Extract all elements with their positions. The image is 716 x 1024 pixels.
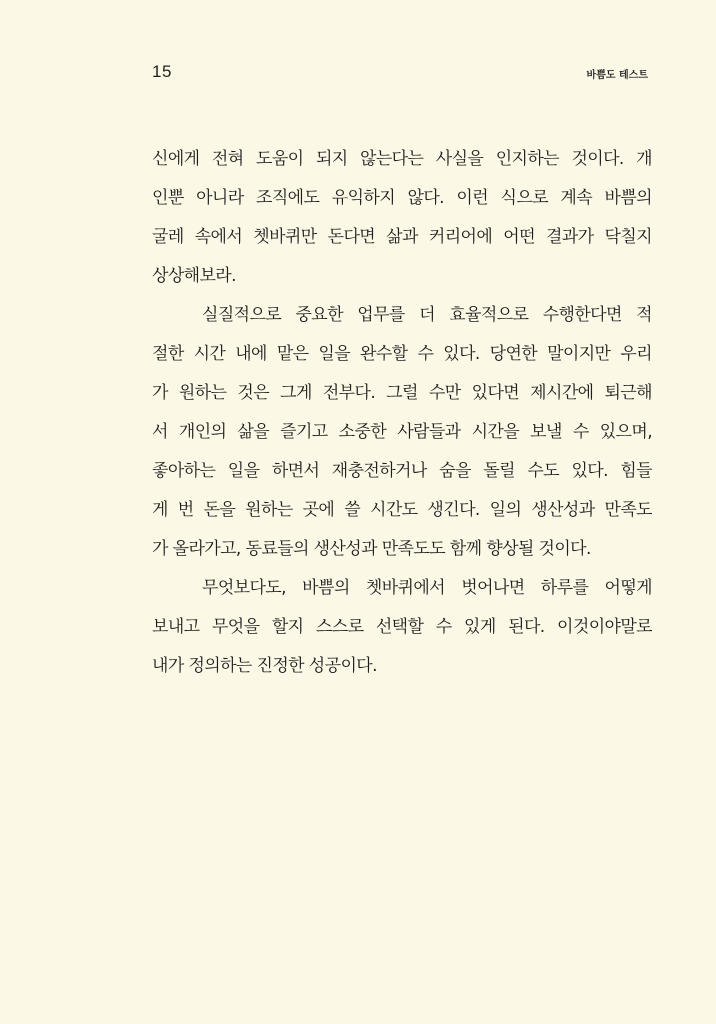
text-line: 신에게 전혀 도움이 되지 않는다는 사실을 인지하는 것이다. 개 bbox=[152, 149, 652, 169]
page-number: 15 bbox=[152, 62, 172, 81]
text-line: 서 개인의 삶을 즐기고 소중한 사람들과 시간을 보낼 수 있으며, bbox=[152, 422, 652, 442]
text-line: 좋아하는 일을 하면서 재충전하거나 숨을 돌릴 수도 있다. 힘들 bbox=[152, 461, 652, 481]
text-line: 절한 시간 내에 맡은 일을 완수할 수 있다. 당연한 말이지만 우리 bbox=[152, 344, 652, 364]
text-line: 인뿐 아니라 조직에도 유익하지 않다. 이런 식으로 계속 바쁨의 bbox=[152, 188, 652, 208]
text-line: 내가 정의하는 진정한 성공이다. bbox=[152, 656, 377, 676]
text-line: 가 올라가고, 동료들의 생산성과 만족도도 함께 향상될 것이다. bbox=[152, 539, 591, 559]
text-line: 게 번 돈을 원하는 곳에 쓸 시간도 생긴다. 일의 생산성과 만족도 bbox=[152, 500, 652, 520]
body-text bbox=[152, 140, 652, 686]
text-line: 굴레 속에서 쳇바퀴만 돈다면 삶과 커리어에 어떤 결과가 닥칠지 bbox=[152, 227, 652, 247]
text-line: 무엇보다도, 바쁨의 쳇바퀴에서 벗어나면 하루를 어떻게 bbox=[202, 578, 652, 598]
text-line: 가 원하는 것은 그게 전부다. 그럴 수만 있다면 제시간에 퇴근해 bbox=[152, 383, 652, 403]
text-line: 실질적으로 중요한 업무를 더 효율적으로 수행한다면 적 bbox=[202, 305, 652, 325]
running-header-title: 바쁨도 테스트 bbox=[586, 70, 648, 81]
text-line: 보내고 무엇을 할지 스스로 선택할 수 있게 된다. 이것이야말로 bbox=[152, 617, 652, 637]
text-line: 상상해보라. bbox=[152, 266, 236, 286]
